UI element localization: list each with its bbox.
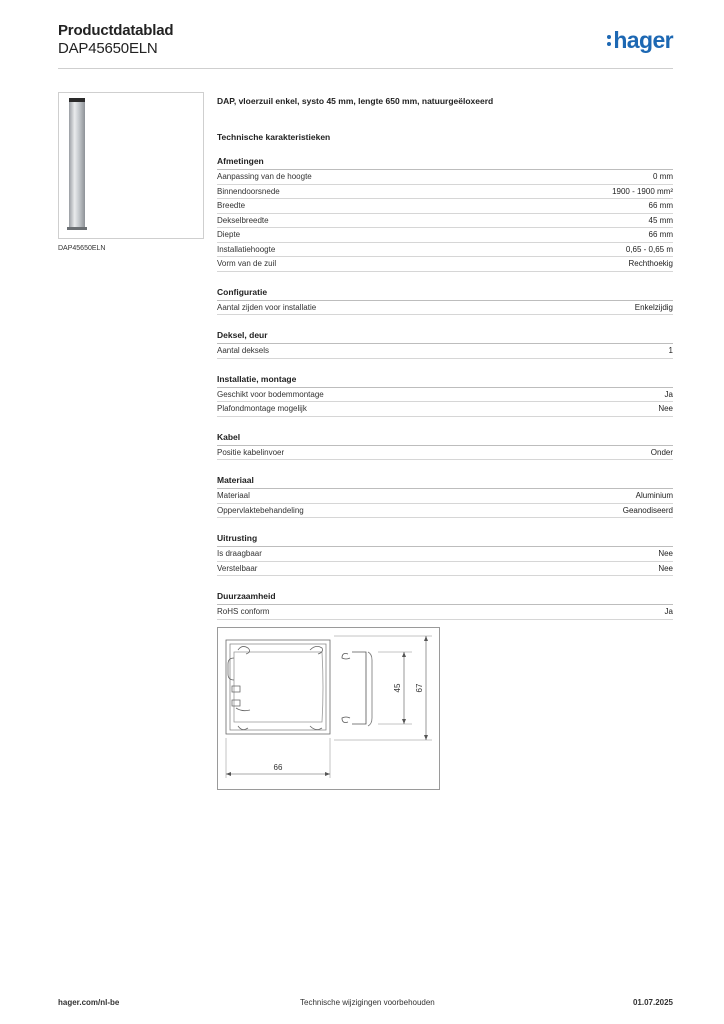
spec-row: [217, 547, 673, 562]
section-title: Installatie, montage: [217, 374, 673, 388]
section-title: Materiaal: [217, 475, 673, 489]
profile-cross-section-diagram: [218, 628, 439, 789]
header-divider: [58, 68, 673, 69]
spec-section: [217, 432, 673, 461]
spec-value: 45 mm: [648, 215, 673, 225]
spec-value: Ja: [664, 607, 673, 617]
spec-row: [217, 257, 673, 272]
spec-row: [217, 605, 673, 620]
spec-label: Aantal deksels: [217, 346, 270, 356]
image-caption: DAP45650ELN: [58, 245, 106, 252]
spec-section: [217, 374, 673, 417]
brand-logo: [607, 27, 673, 54]
spec-label: Is draagbaar: [217, 549, 262, 559]
spec-row: [217, 243, 673, 258]
dimension-width-label: 66: [273, 763, 283, 772]
spec-label: Breedte: [217, 201, 246, 211]
spec-label: Verstelbaar: [217, 563, 258, 573]
spec-section: [217, 533, 673, 576]
spec-row: [217, 199, 673, 214]
spec-label: Oppervlaktebehandeling: [217, 505, 304, 515]
spec-label: Binnendoorsnede: [217, 186, 280, 196]
spec-label: Geschikt voor bodemmontage: [217, 389, 324, 399]
section-title: Configuratie: [217, 287, 673, 301]
technical-drawing: [217, 627, 440, 790]
website-link[interactable]: hager.com/nl-be: [58, 998, 120, 1007]
document-type: Productdatablad: [58, 22, 174, 39]
spec-value: Enkelzijdig: [634, 302, 673, 312]
spec-label: Plafondmontage mogelijk: [217, 404, 307, 414]
page-header: [58, 22, 673, 68]
section-title: Duurzaamheid: [217, 591, 673, 605]
brand-name: hager: [613, 27, 673, 53]
product-specs: [217, 96, 673, 652]
spec-value: Ja: [664, 389, 673, 399]
spec-label: Dekselbreedte: [217, 215, 269, 225]
spec-row: [217, 388, 673, 403]
spec-row: [217, 402, 673, 417]
section-title: Uitrusting: [217, 533, 673, 547]
spec-label: Installatiehoogte: [217, 244, 276, 254]
spec-value: Aluminium: [635, 491, 673, 501]
spec-value: 66 mm: [648, 230, 673, 240]
spec-value: 1900 - 1900 mm²: [612, 186, 673, 196]
spec-value: 1: [668, 346, 673, 356]
spec-row: [217, 185, 673, 200]
section-title: Afmetingen: [217, 156, 673, 170]
spec-row: [217, 228, 673, 243]
spec-value: Onder: [650, 447, 673, 457]
spec-label: Vorm van de zuil: [217, 259, 277, 269]
product-description: DAP, vloerzuil enkel, systo 45 mm, lengte 650 mm, natuurgeëloxeerd: [217, 96, 494, 106]
tech-heading: Technische karakteristieken: [217, 132, 331, 142]
floor-column-illustration: [59, 93, 205, 240]
spec-row: [217, 489, 673, 504]
spec-row: [217, 170, 673, 185]
section-title: Deksel, deur: [217, 330, 673, 344]
footer-date: 01.07.2025: [632, 998, 673, 1007]
spec-value: 66 mm: [648, 201, 673, 211]
product-code: DAP45650ELN: [58, 40, 158, 57]
dimension-cover-label: 45: [393, 683, 402, 693]
logo-dots-icon: [607, 35, 611, 46]
section-title: Kabel: [217, 432, 673, 446]
spec-section: [217, 156, 673, 272]
footer-notice: Technische wijzigingen voorbehouden: [300, 998, 435, 1007]
spec-row: [217, 344, 673, 359]
spec-section: [217, 287, 673, 316]
spec-section: [217, 330, 673, 359]
spec-value: 0 mm: [653, 172, 673, 182]
spec-label: Materiaal: [217, 491, 250, 501]
spec-section: [217, 591, 673, 620]
spec-label: Aantal zijden voor installatie: [217, 302, 317, 312]
spec-value: Nee: [658, 404, 673, 414]
dimension-height-label: 67: [415, 683, 424, 693]
spec-row: [217, 301, 673, 316]
spec-row: [217, 504, 673, 519]
spec-section: [217, 475, 673, 518]
spec-label: Aanpassing van de hoogte: [217, 172, 312, 182]
spec-label: Positie kabelinvoer: [217, 447, 285, 457]
product-image: [58, 92, 204, 239]
spec-value: Nee: [658, 563, 673, 573]
spec-value: Geanodiseerd: [622, 505, 673, 515]
spec-value: 0,65 - 0,65 m: [625, 244, 673, 254]
spec-label: RoHS conform: [217, 607, 270, 617]
spec-label: Diepte: [217, 230, 241, 240]
spec-value: Rechthoekig: [628, 259, 673, 269]
spec-row: [217, 446, 673, 461]
spec-row: [217, 214, 673, 229]
spec-value: Nee: [658, 549, 673, 559]
spec-row: [217, 562, 673, 577]
